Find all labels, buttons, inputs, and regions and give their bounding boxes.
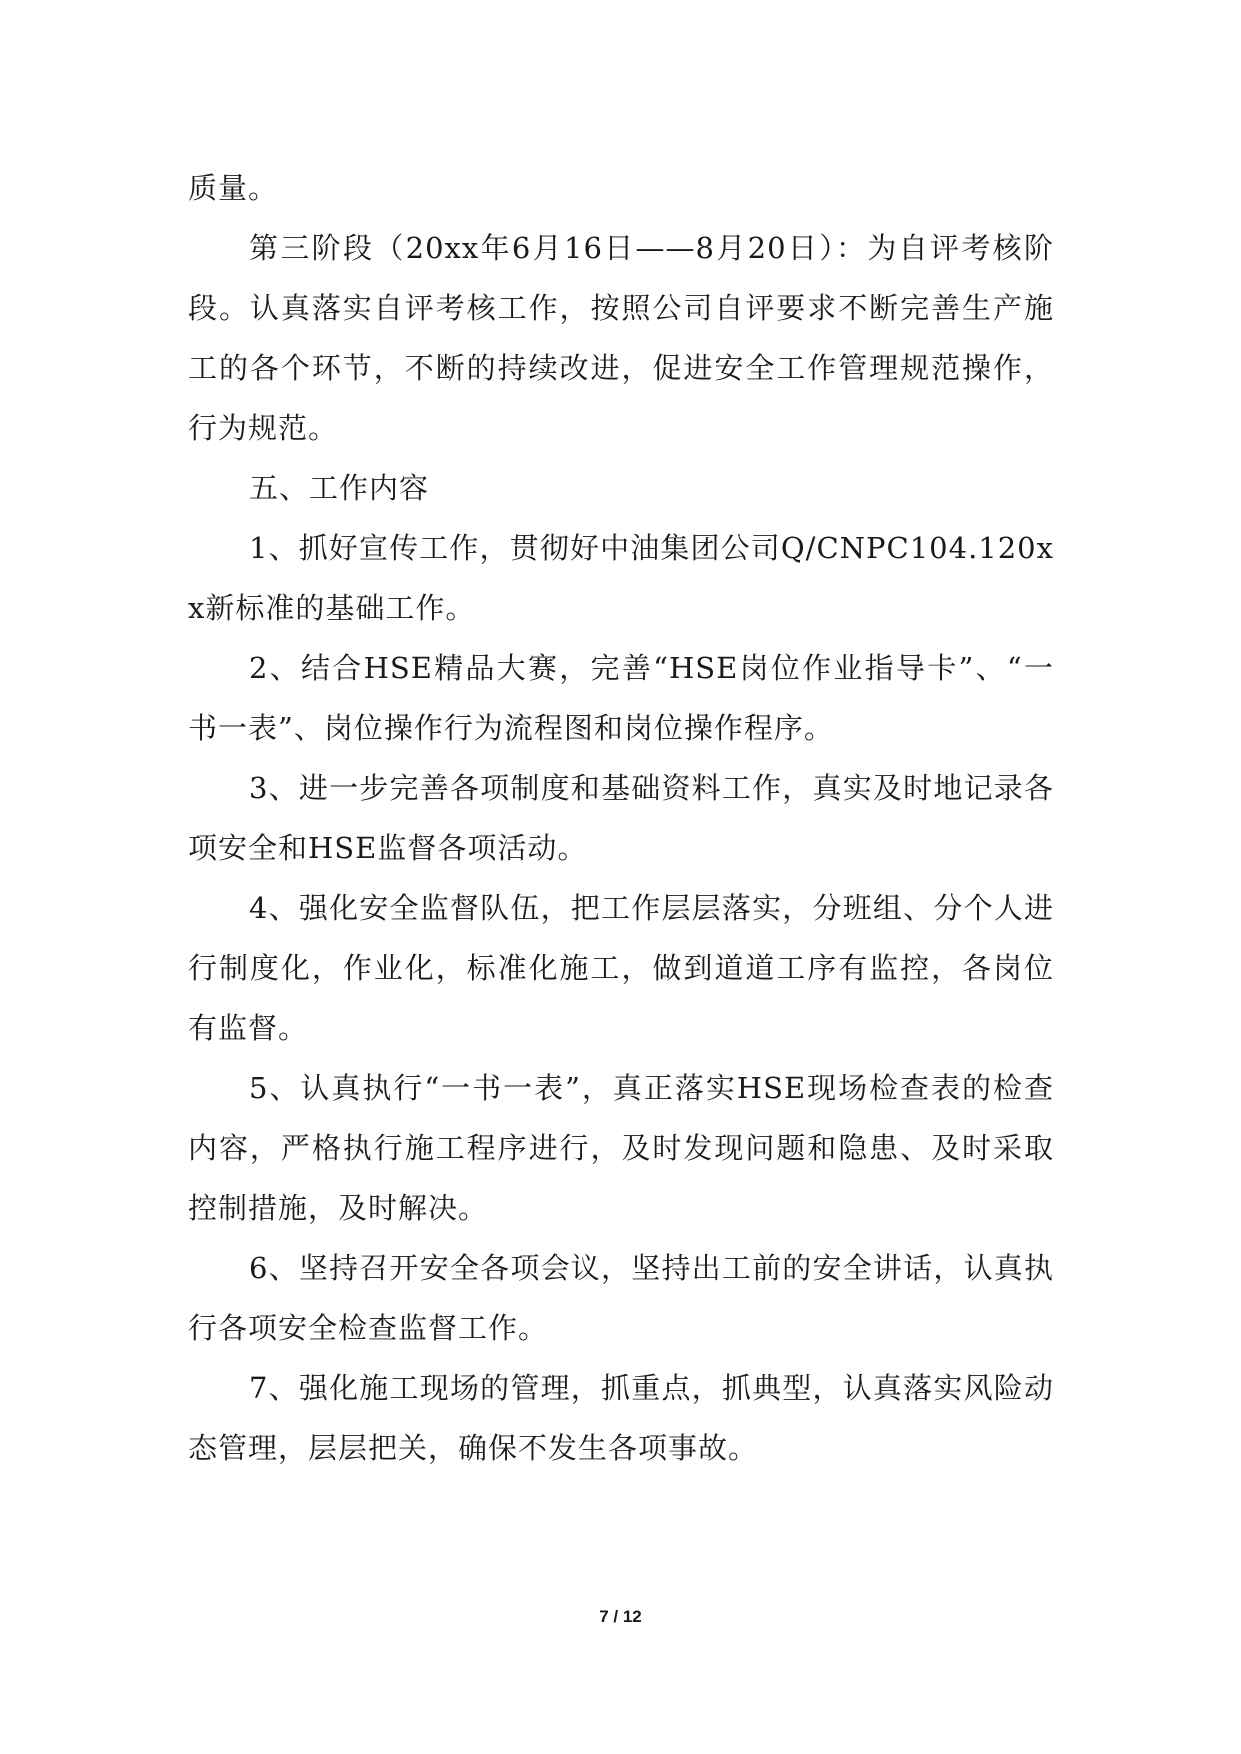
list-item-6: 6、坚持召开安全各项会议，坚持出工前的安全讲话，认真执行各项安全检查监督工作。 (188, 1251, 1054, 1345)
list-item-1: 1、抓好宣传工作，贯彻好中油集团公司Q/CNPC104.120xx新标准的基础工作。 (188, 531, 1054, 625)
paragraph-continuation: 质量。 (188, 171, 279, 205)
document-body (188, 158, 1054, 1478)
page-number: 7 / 12 (599, 1607, 642, 1626)
paragraph-phase-three: 第三阶段（20xx年6月16日——8月20日）：为自评考核阶段。认真落实自评考核工作，按照公司自评要求不断完善生产施工的各个环节，不断的持续改进，促进安全工作管理规范操作，行为规范。 (188, 231, 1054, 445)
list-item-2: 2、结合HSE精品大赛，完善“HSE岗位作业指导卡”、“一书一表”、岗位操作行为流程图和岗位操作程序。 (188, 651, 1054, 745)
list-item-4: 4、强化安全监督队伍，把工作层层落实，分班组、分个人进行制度化，作业化，标准化施工，做到道道工序有监控，各岗位有监督。 (188, 891, 1054, 1045)
list-item-5: 5、认真执行“一书一表”，真正落实HSE现场检查表的检查内容，严格执行施工程序进行，及时发现问题和隐患、及时采取控制措施，及时解决。 (188, 1071, 1054, 1225)
list-item-3: 3、进一步完善各项制度和基础资料工作，真实及时地记录各项安全和HSE监督各项活动。 (188, 771, 1054, 865)
list-item-7: 7、强化施工现场的管理，抓重点，抓典型，认真落实风险动态管理，层层把关，确保不发生各项事故。 (188, 1371, 1054, 1465)
section-heading-work-content: 五、工作内容 (249, 471, 430, 505)
